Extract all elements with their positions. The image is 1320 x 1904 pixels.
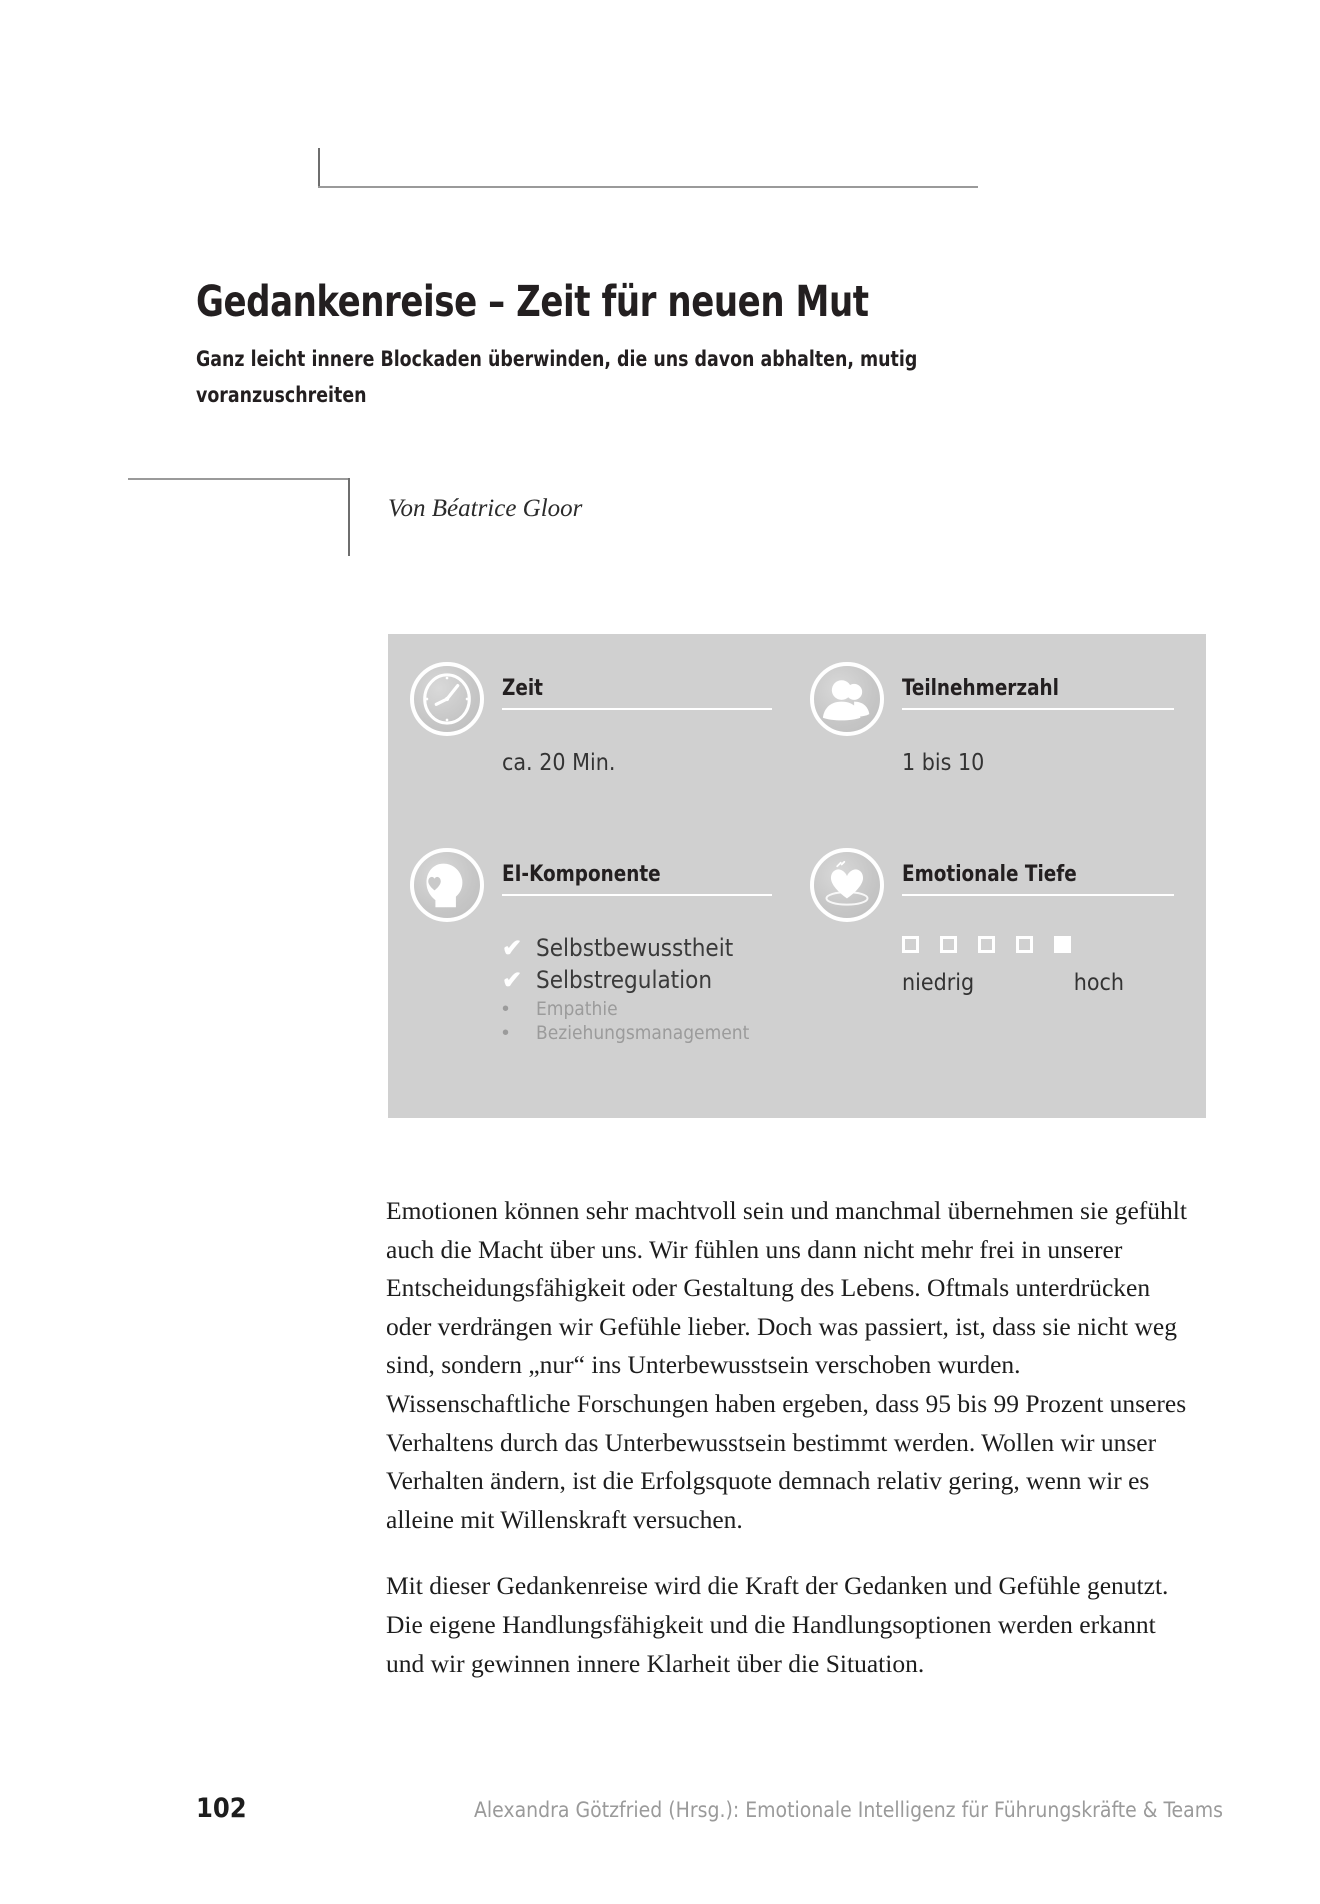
scale-box-filled — [1054, 936, 1071, 953]
info-box — [388, 634, 1206, 1118]
ei-komponente-item — [502, 966, 749, 994]
scale-high-label: hoch — [1073, 970, 1124, 996]
ei-komponente-item-label: Empathie — [536, 998, 618, 1020]
page-number: 102 — [196, 1793, 247, 1824]
teilnehmerzahl-label: Teilnehmerzahl — [902, 676, 1059, 701]
emotionale-tiefe-scale — [902, 936, 1071, 953]
header-decorative-rule — [318, 148, 978, 188]
zeit-value: ca. 20 Min. — [502, 750, 616, 776]
teilnehmerzahl-value: 1 bis 10 — [902, 750, 985, 776]
check-icon: ✔ — [502, 967, 523, 994]
ei-komponente-item-label: Selbstregulation — [536, 966, 713, 994]
ei-komponente-item — [502, 934, 749, 962]
header-rule-vertical — [318, 148, 320, 188]
body-paragraph: Mit dieser Gedankenreise wird die Kraft der Gedanken und Gefühle genutzt. Die eigene Handlungsfähigkeit und die Handlungsoptionen werden erkannt und wir gewinnen innere Klarheit über die Situation. — [386, 1571, 1169, 1678]
ei-komponente-item — [502, 998, 749, 1020]
emotionale-tiefe-scale-labels — [902, 970, 1124, 996]
article-body — [386, 1192, 1198, 1683]
body-paragraph: Emotionen können sehr machtvoll sein und manchmal übernehmen sie gefühlt auch die Macht über uns. Wir fühlen uns dann nicht mehr frei in unserer Entscheidungsfähigkeit oder Gestaltung des Lebens. Oftmals unterdrücken oder verdrängen wir Gefühle lieber. Doch was passiert, ist, dass sie nicht weg sind, sondern „nur“ ins Unterbewusstsein verschoben wurden. Wissenschaftliche Forschungen haben ergeben, dass 95 bis 99 Prozent unseres Verhaltens durch das Unterbewusstsein bestimmt werden. Wollen wir unser Verhalten ändern, ist die Erfolgsquote demnach relativ gering, wenn wir es alleine mit Willenskraft versuchen. — [386, 1196, 1187, 1534]
header-rule-horizontal — [318, 186, 978, 188]
heart-ripple-icon — [810, 848, 884, 922]
ei-komponente-heading-row — [502, 862, 772, 896]
bullet-icon: • — [502, 998, 510, 1020]
zeit-heading-row — [502, 676, 772, 710]
teilnehmerzahl-underline — [902, 708, 1174, 710]
byline-decorative-rule — [128, 478, 350, 556]
scale-box-empty — [978, 936, 995, 953]
zeit-underline — [502, 708, 772, 710]
byline-rule-horizontal — [128, 478, 350, 480]
emotionale-tiefe-label: Emotionale Tiefe — [902, 862, 1077, 887]
page-subtitle: Ganz leicht innere Blockaden überwinden, die uns davon abhalten, mutig voranzuschreiten — [196, 347, 918, 408]
scale-box-empty — [1016, 936, 1033, 953]
clock-icon — [410, 662, 484, 736]
check-icon: ✔ — [502, 935, 523, 962]
scale-low-label: niedrig — [902, 970, 975, 996]
page-title: Gedankenreise – Zeit für neuen Mut — [196, 276, 869, 327]
emotionale-tiefe-underline — [902, 894, 1174, 896]
author-byline: Von Béatrice Gloor — [388, 495, 583, 522]
ei-komponente-label: EI-Komponente — [502, 862, 661, 887]
teilnehmerzahl-heading-row — [902, 676, 1174, 710]
scale-box-empty — [902, 936, 919, 953]
people-icon — [810, 662, 884, 736]
head-heart-icon — [410, 848, 484, 922]
zeit-label: Zeit — [502, 676, 543, 701]
ei-komponente-item-label: Beziehungsmanagement — [536, 1022, 750, 1044]
byline-rule-vertical — [348, 478, 350, 556]
bullet-icon: • — [502, 1022, 510, 1044]
footer-attribution: Alexandra Götzfried (Hrsg.): Emotionale Intelligenz für Führungskräfte & Teams — [474, 1798, 1223, 1822]
ei-komponente-underline — [502, 894, 772, 896]
ei-komponente-item — [502, 1022, 749, 1044]
ei-komponente-list — [502, 934, 749, 1046]
ei-komponente-item-label: Selbstbewusstheit — [536, 934, 734, 962]
emotionale-tiefe-heading-row — [902, 862, 1174, 896]
scale-box-empty — [940, 936, 957, 953]
